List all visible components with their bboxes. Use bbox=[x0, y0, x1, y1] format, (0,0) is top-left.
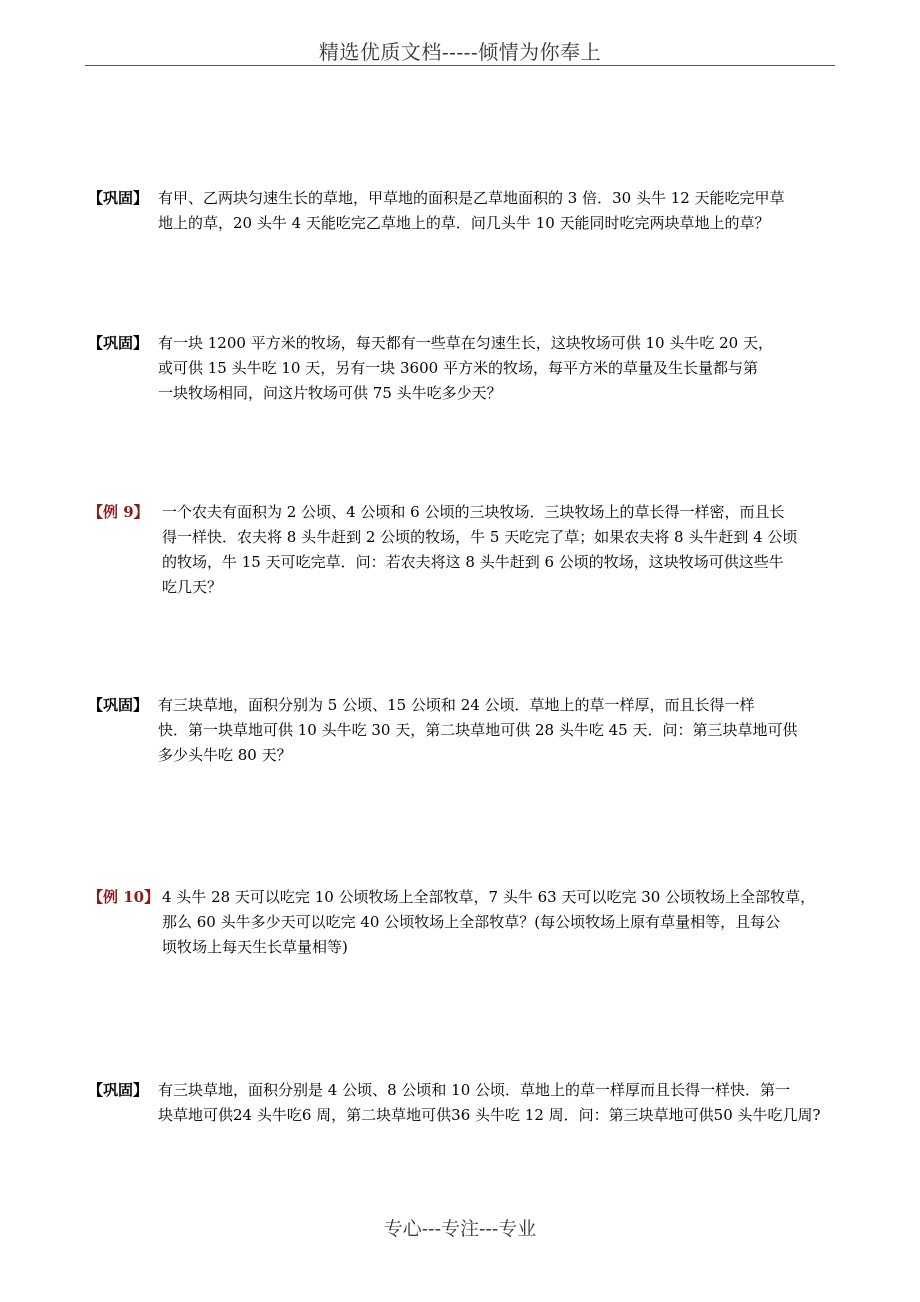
problem-line: 有三块草地，面积分别为 5 公顷、15 公顷和 24 公顷．草地上的草一样厚，而且长得一样 bbox=[158, 696, 755, 714]
problem-review-3 bbox=[88, 693, 834, 768]
problem-example-10 bbox=[88, 885, 834, 960]
problem-line: 快．第一块草地可供 10 头牛吃 30 天，第二块草地可供 28 头牛吃 45 天．问：第三块草地可供 bbox=[158, 721, 798, 739]
problem-line: 吃几天？ bbox=[162, 578, 223, 596]
problem-tag: 【巩固】 bbox=[88, 334, 149, 352]
problem-line: 4 头牛 28 天可以吃完 10 公顷牧场上全部牧草，7 头牛 63 天可以吃完 30 公顷牧场上全部牧草， bbox=[162, 888, 816, 906]
problem-line: 多少头牛吃 80 天？ bbox=[158, 746, 292, 764]
problem-line: 一个农夫有面积为 2 公顷、4 公顷和 6 公顷的三块牧场．三块牧场上的草长得一样密，而且长 bbox=[162, 503, 785, 521]
problem-example-9 bbox=[88, 500, 834, 600]
header-divider bbox=[85, 65, 835, 66]
page-footer: 专心---专注---专业 bbox=[383, 1218, 537, 1240]
problem-review-2 bbox=[88, 331, 834, 406]
problem-line: 有甲、乙两块匀速生长的草地，甲草地的面积是乙草地面积的 3 倍．30 头牛 12 天能吃完甲草 bbox=[158, 189, 785, 207]
problem-tag: 【巩固】 bbox=[88, 1081, 149, 1099]
problem-line: 有一块 1200 平方米的牧场，每天都有一些草在匀速生长，这块牧场可供 10 头牛吃 20 天， bbox=[158, 334, 773, 352]
problem-line: 块草地可供24 头牛吃6 周，第二块草地可供36 头牛吃 12 周．问：第三块草地可供50 头牛吃几周? bbox=[158, 1106, 821, 1124]
problem-review-4 bbox=[88, 1078, 834, 1128]
problem-line: 那么 60 头牛多少天可以吃完 40 公顷牧场上全部牧草？(每公顷牧场上原有草量相等，且每公 bbox=[162, 913, 781, 931]
problem-line: 有三块草地，面积分别是 4 公顷、8 公顷和 10 公顷．草地上的草一样厚而且长得一样快．第一 bbox=[158, 1081, 791, 1099]
page-header: 精选优质文档-----倾情为你奉上 bbox=[318, 40, 602, 64]
problem-line: 一块牧场相同，问这片牧场可供 75 头牛吃多少天？ bbox=[158, 384, 502, 402]
problem-line: 地上的草，20 头牛 4 天能吃完乙草地上的草．问几头牛 10 天能同时吃完两块草地上的草？ bbox=[158, 214, 770, 232]
problem-tag: 【巩固】 bbox=[88, 696, 149, 714]
problem-line: 或可供 15 头牛吃 10 天，另有一块 3600 平方米的牧场，每平方米的草量及生长量都与第 bbox=[158, 359, 758, 377]
problem-line: 顷牧场上每天生长草量相等) bbox=[162, 938, 348, 956]
problem-tag: 【例 9】 bbox=[88, 503, 149, 521]
problem-tag: 【例 10】 bbox=[88, 888, 160, 906]
problem-line: 得一样快．农夫将 8 头牛赶到 2 公顷的牧场，牛 5 天吃完了草；如果农夫将 8 头牛赶到 4 公顷 bbox=[162, 528, 798, 546]
problem-tag: 【巩固】 bbox=[88, 189, 149, 207]
problem-line: 的牧场，牛 15 天可吃完草．问：若农夫将这 8 头牛赶到 6 公顷的牧场，这块牧场可供这些牛 bbox=[162, 553, 784, 571]
problem-review-1 bbox=[88, 186, 834, 236]
